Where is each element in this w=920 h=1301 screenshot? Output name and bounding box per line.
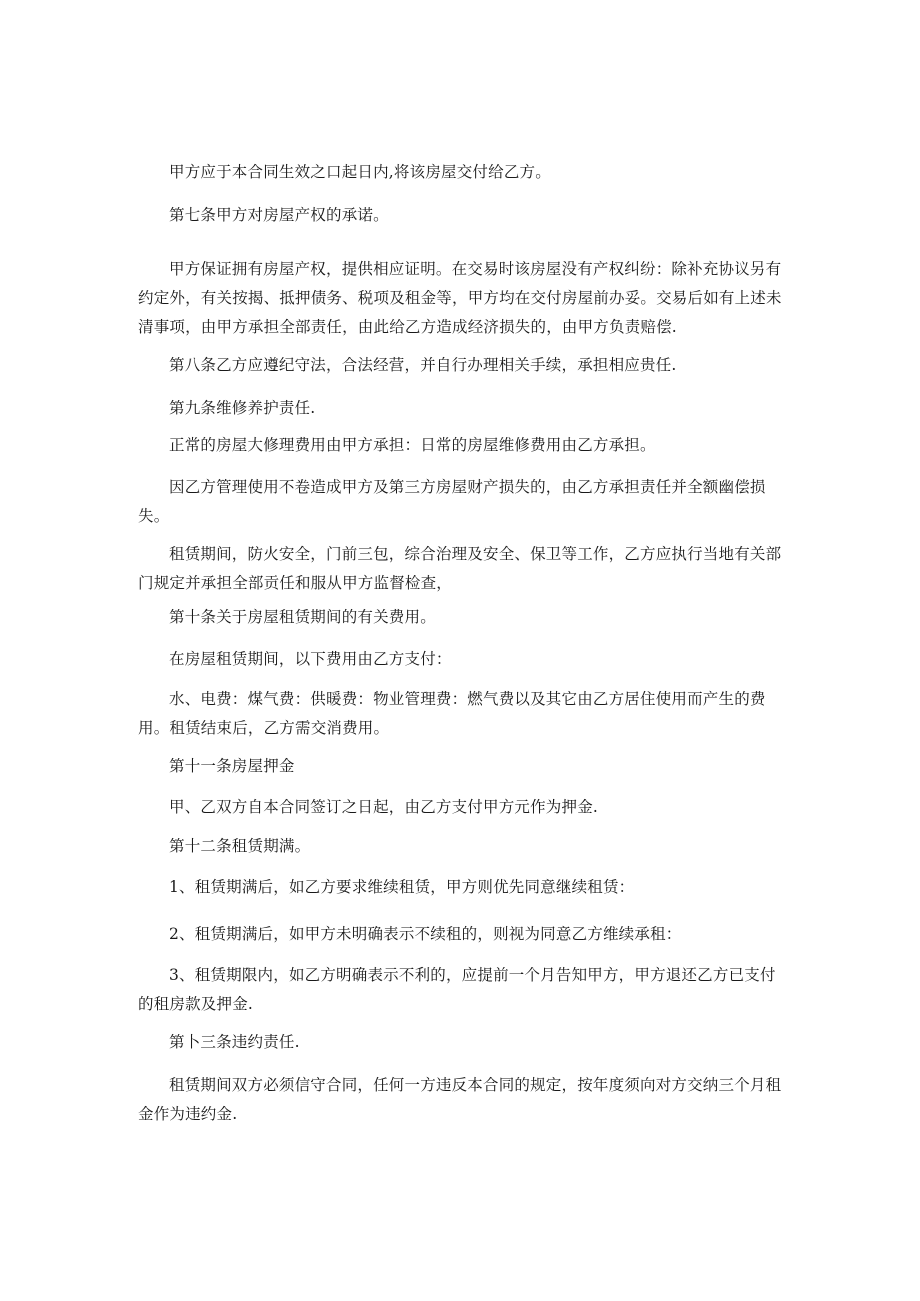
paragraph-property-rights: 甲方保证拥有房屋产权，提供相应证明。在交易时该房屋没有产权纠纷：除补充协议另有约定外，有关按揭、抵押债务、税项及租金等，甲方均在交付房屋前办妥。交易后如有上述未清事项，由甲方承担全部责任，由此给乙方造成经济损失的，由甲方负责赔偿. — [138, 260, 782, 336]
heading-article-7: 第七条甲方对房屋产权的承诺。 — [169, 206, 389, 224]
heading-article-9: 第九条维修养护责任. — [169, 399, 316, 417]
list-item-1: 1、租赁期满后，如乙方要求维续租赁，甲方则优先同意继续租赁： — [169, 878, 635, 896]
list-item-3: 3、租赁期限内，如乙方明确表示不利的，应提前一个月告知甲方，甲方退还乙方已支付的租房款及押金. — [138, 966, 776, 1013]
heading-article-11: 第十一条房屋押金 — [169, 757, 295, 775]
paragraph-breach: 租赁期间双方必须信守合同，任何一方违反本合同的规定，按年度须向对方交纳三个月租金作为违约金. — [138, 1076, 782, 1123]
list-item-2: 2、租赁期满后，如甲方未明确表示不续租的，则视为同意乙方维续承租： — [169, 925, 682, 943]
heading-article-10: 第十条关于房屋租赁期间的有关费用。 — [169, 608, 436, 626]
heading-article-13: 第卜三条违约责任. — [169, 1033, 300, 1051]
heading-article-12: 第十二条租赁期满。 — [169, 837, 311, 855]
paragraph-fees-intro: 在房屋租赁期间，以下费用由乙方支付： — [169, 650, 452, 668]
paragraph-repair-costs: 正常的房屋大修理费用由甲方承担：日常的房屋维修费用由乙方承担。 — [169, 436, 656, 454]
paragraph-damage-liability: 因乙方管理使用不卷造成甲方及第三方房屋财产损失的，由乙方承担责任并全额幽偿损失。 — [138, 478, 766, 525]
paragraph-delivery: 甲方应于本合同生效之口起日内,将该房屋交付给乙方。 — [169, 163, 551, 181]
heading-article-8: 第八条乙方应遵纪守法，合法经营，并自行办理相关手续，承担相应贵任. — [169, 356, 677, 374]
paragraph-fees-list: 水、电费：煤气费：供暖费：物业管理费：燃气费以及其它由乙方居住使用而产生的费用。租赁结束后，乙方需交消费用。 — [138, 690, 766, 737]
paragraph-deposit: 甲、乙双方自本合同签订之日起，由乙方支付甲方元作为押金. — [169, 798, 599, 816]
paragraph-safety: 租赁期间，防火安全，门前三包，综合治理及安全、保卫等工作，乙方应执行当地有关部门规定并承担全部贡任和服从甲方监督检查， — [138, 545, 782, 592]
